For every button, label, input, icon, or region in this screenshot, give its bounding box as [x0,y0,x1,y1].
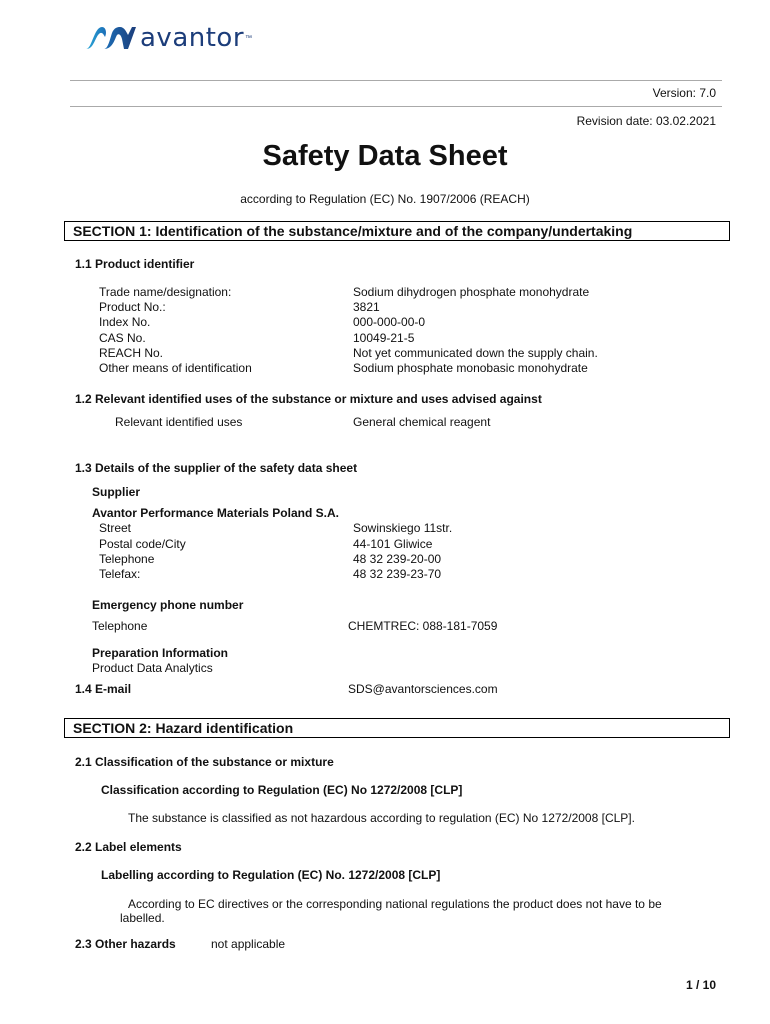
clp-classification-text: The substance is classified as not hazardous according to regulation (EC) No 1272/2008 [CLP]. [128,811,635,825]
labelling-text: According to EC directives or the corresponding national regulations the product does not have to be [128,897,662,911]
supplier-label: Street [99,521,132,535]
identifier-label: CAS No. [99,331,146,345]
identifier-value: Sodium dihydrogen phosphate monohydrate [353,285,590,299]
company-name: Avantor Performance Materials Poland S.A. [92,506,339,520]
header-divider [70,106,722,107]
avantor-logo-icon [84,23,136,53]
subsection-2-3: 2.3 Other hazards [75,937,176,951]
identifier-value: Not yet communicated down the supply chain. [353,346,598,360]
uses-value: General chemical reagent [353,415,491,429]
section-2-header: SECTION 2: Hazard identification [64,718,730,738]
identifier-label: Trade name/designation: [99,285,232,299]
subsection-1-3: 1.3 Details of the supplier of the safety data sheet [75,461,358,475]
emergency-label: Telephone [92,619,148,633]
document-subtitle: according to Regulation (EC) No. 1907/2006 (REACH) [240,192,530,206]
version-text: Version: 7.0 [652,86,716,100]
other-hazards-value: not applicable [211,937,286,951]
uses-label: Relevant identified uses [115,415,243,429]
preparation-heading: Preparation Information [92,646,229,660]
header-divider [70,80,722,81]
labelling-text-cont: labelled. [120,911,165,925]
clp-classification-heading: Classification according to Regulation (EC) No 1272/2008 [CLP] [101,783,463,797]
supplier-value: 44-101 Gliwice [353,537,433,551]
avantor-logo [84,22,252,54]
supplier-heading: Supplier [92,485,141,499]
identifier-value: Sodium phosphate monobasic monohydrate [353,361,588,375]
identifier-label: REACH No. [99,346,164,360]
labelling-heading: Labelling according to Regulation (EC) No. 1272/2008 [CLP] [101,868,441,882]
preparation-value: Product Data Analytics [92,661,213,675]
supplier-value: 48 32 239-23-70 [353,567,442,581]
email-label: 1.4 E-mail [75,682,132,696]
identifier-label: Index No. [99,315,151,329]
identifier-value: 000-000-00-0 [353,315,426,329]
revision-date: Revision date: 03.02.2021 [576,114,716,128]
identifier-label: Product No.: [99,300,166,314]
email-value: SDS@avantorsciences.com [348,682,498,696]
subsection-1-1: 1.1 Product identifier [75,257,195,271]
page-number: 1 / 10 [685,978,716,992]
supplier-label: Telefax: [99,567,141,581]
trademark-symbol: ™ [245,34,253,42]
subsection-2-2: 2.2 Label elements [75,840,182,854]
section-1-header: SECTION 1: Identification of the substance/mixture and of the company/undertaking [64,221,730,241]
emergency-phone: CHEMTREC: 088-181-7059 [348,619,498,633]
identifier-value: 3821 [353,300,380,314]
supplier-value: Sowinskiego 11str. [353,521,453,535]
document-title: Safety Data Sheet [262,140,508,172]
subsection-1-2: 1.2 Relevant identified uses of the substance or mixture and uses advised against [75,392,542,406]
supplier-value: 48 32 239-20-00 [353,552,442,566]
subsection-2-1: 2.1 Classification of the substance or mixture [75,755,334,769]
identifier-label: Other means of identification [99,361,252,375]
emergency-heading: Emergency phone number [92,598,244,612]
supplier-label: Postal code/City [99,537,186,551]
brand-name: avantor [140,23,245,53]
supplier-label: Telephone [99,552,155,566]
identifier-value: 10049-21-5 [353,331,415,345]
